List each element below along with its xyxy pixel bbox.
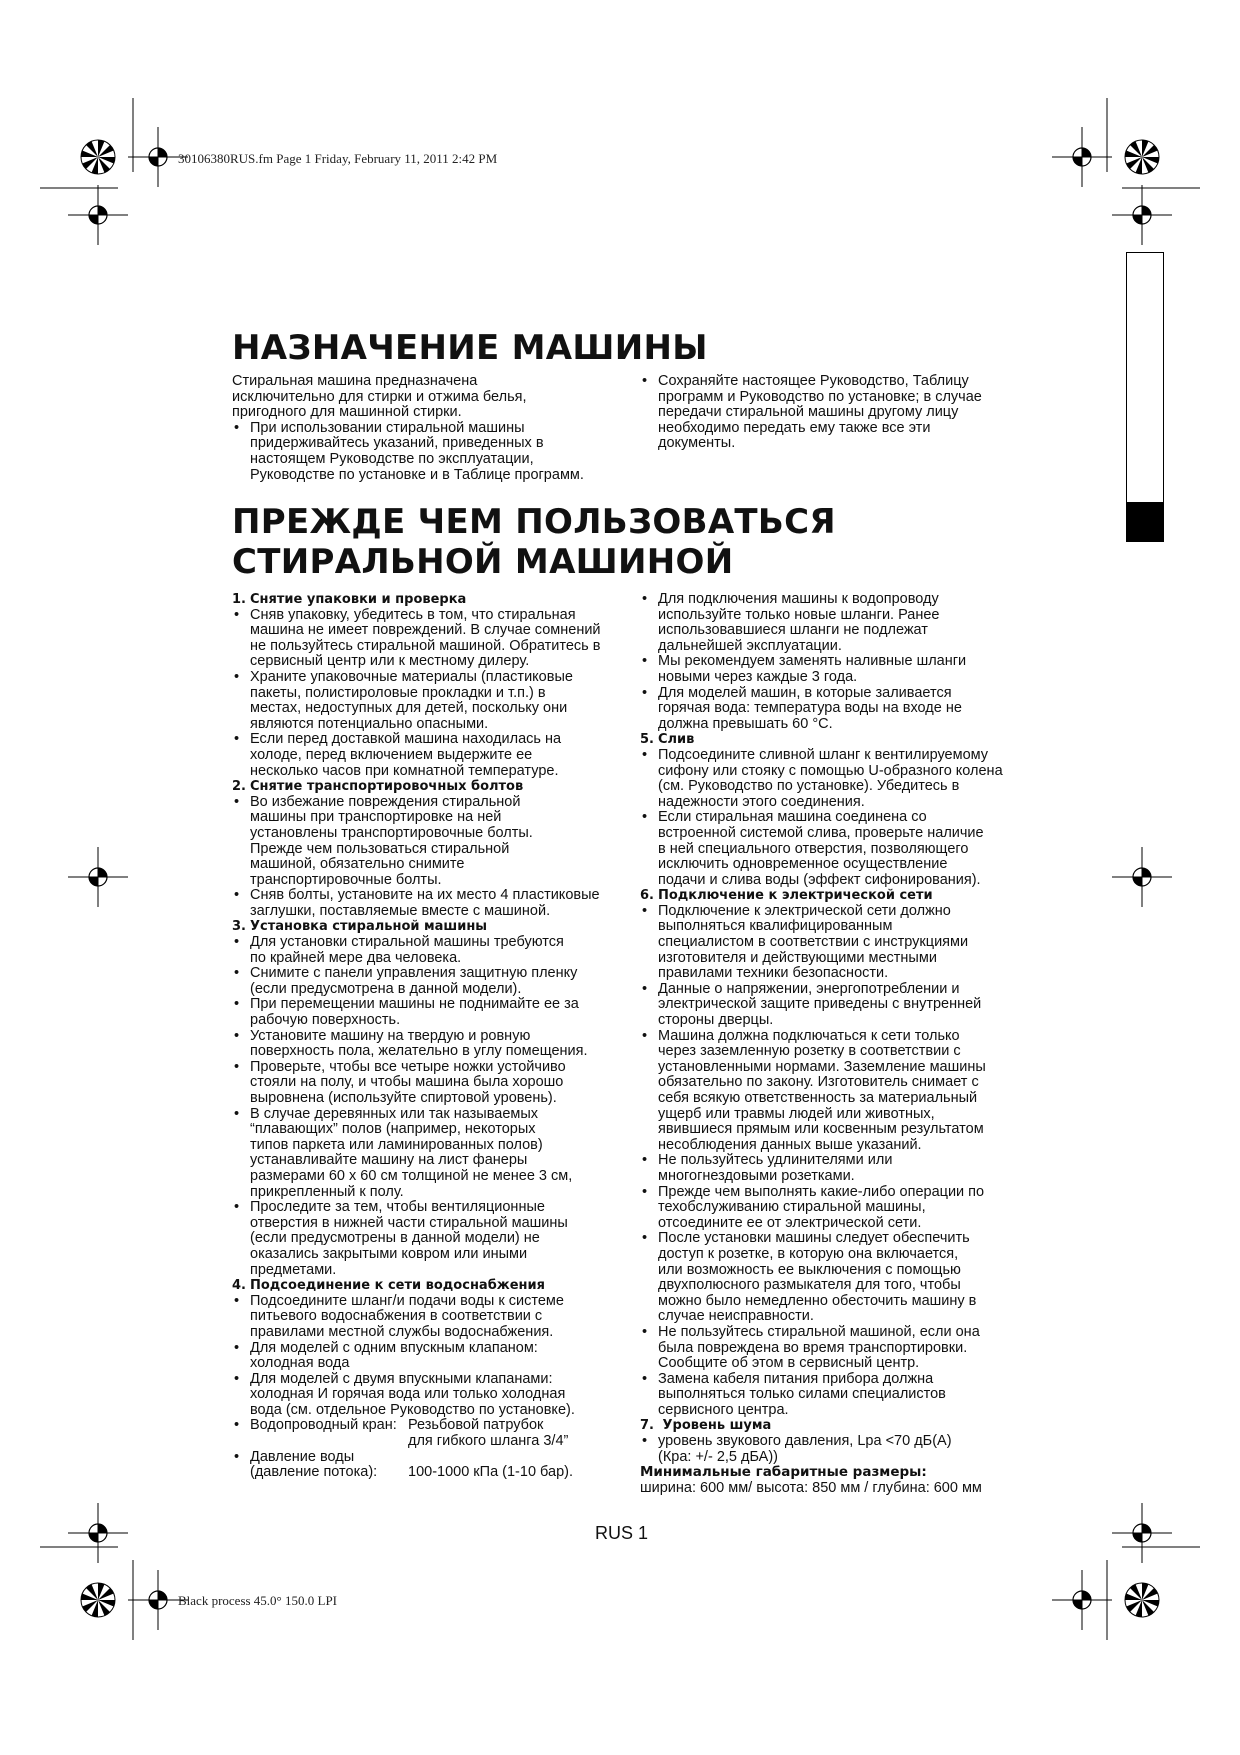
- section-5-title: 5. Слив: [640, 732, 695, 748]
- print-process-info: Black process 45.0° 150.0 LPI: [178, 1593, 338, 1608]
- section-1-title: 1. Снятие упаковки и проверка: [232, 592, 467, 607]
- list-item: • Прежде чем выполнять какие-либо операции по техобслуживанию стиральной машины, отсоедините ее от электрической сети.: [640, 1185, 1032, 1232]
- list-item: • Подключение к электрической сети должно выполняться квалифицированным специалистом в соответствии с инструкциями изготовителя и действующими местными правилами техники безопасности.: [640, 904, 1032, 982]
- section-7-title: 7. Уровень шума: [640, 1418, 772, 1434]
- list-item: • Проследите за тем, чтобы вентиляционные отверстия в нижней части стиральной машины (если предусмотрены в данной модели) не оказались закрытыми ковром или иными предметами.: [232, 1200, 614, 1278]
- list-item: • Снимите с панели управления защитную пленку (если предусмотрена в данной модели).: [232, 966, 614, 997]
- list-item: • При перемещении машины не поднимайте ее за рабочую поверхность.: [232, 997, 614, 1028]
- main-left-column: [232, 592, 614, 1481]
- purpose-left-column: [232, 374, 612, 483]
- section-purpose-title: НАЗНАЧЕНИЕ МАШИНЫ: [232, 328, 708, 368]
- list-item: • Если стиральная машина соединена со встроенной системой слива, проверьте наличие в ней специального отверстия, позволяющего исключить одновременное осуществление подачи и слива воды (эффект сифонирования).: [640, 810, 1032, 888]
- list-item: • При использовании стиральной машины придерживайтесь указаний, приведенных в настоящем Руководстве по эксплуатации, Руководстве по установке и в Таблице программ.: [232, 421, 612, 483]
- main-right-column: [640, 592, 1032, 1496]
- purpose-intro: Стиральная машина предназначена исключительно для стирки и отжима белья, пригодного для машинной стирки.: [232, 373, 527, 421]
- dimensions-title: Минимальные габаритные размеры:: [640, 1464, 927, 1481]
- section-6-title: 6. Подключение к электрической сети: [640, 888, 933, 904]
- section-4-title: 4. Подсоединение к сети водоснабжения: [232, 1278, 545, 1294]
- list-item: • Мы рекомендуем заменять наливные шланги новыми через каждые 3 года.: [640, 654, 1032, 685]
- list-item: • Храните упаковочные материалы (пластиковые пакеты, полистироловые прокладки и т.п.) в местах, недоступных для детей, поскольку они являются потенциально опасными.: [232, 670, 614, 732]
- list-item: • Не пользуйтесь стиральной машиной, если она была повреждена во время транспортировки. Сообщите об этом в сервисный центр.: [640, 1325, 1032, 1372]
- list-item: • Сохраняйте настоящее Руководство, Таблицу программ и Руководство по установке; в случае передачи стиральной машины другому лицу необходимо передать ему также все эти документы.: [640, 374, 1040, 452]
- list-item: • Если перед доставкой машина находилась на холоде, перед включением выдержите ее несколько часов при комнатной температуре.: [232, 732, 614, 779]
- list-item: • Сняв упаковку, убедитесь в том, что стиральная машина не имеет повреждений. В случае сомнений не пользуйтесь стиральной машиной. Обратитесь в сервисный центр или к местному дилеру.: [232, 608, 614, 670]
- print-file-info: 30106380RUS.fm Page 1 Friday, February 11, 2011 2:42 PM: [178, 151, 498, 166]
- list-item: • Для моделей машин, в которые заливается горячая вода: температура воды на входе не должна превышать 60 °С.: [640, 686, 1032, 733]
- section-before-use-title: ПРЕЖДЕ ЧЕМ ПОЛЬЗОВАТЬСЯ СТИРАЛЬНОЙ МАШИНОЙ: [232, 502, 836, 582]
- list-item: • После установки машины следует обеспечить доступ к розетке, в которую она включается, или возможность ее выключения с помощью двухполюсного размыкателя для того, чтобы можно было немедленно обесточить машину в случае неисправности.: [640, 1231, 1032, 1325]
- purpose-right-column: [640, 374, 1040, 452]
- dimensions-text: ширина: 600 мм/ высота: 850 мм / глубина: 600 мм: [640, 1479, 982, 1496]
- section-3-title: 3. Установка стиральной машины: [232, 919, 488, 935]
- list-item: • Для подключения машины к водопроводу используйте только новые шланги. Ранее использовавшиеся шланги не подлежат дальнейшей эксплуатации.: [640, 592, 1032, 654]
- list-item: • Не пользуйтесь удлинителями или многогнездовыми розетками.: [640, 1153, 1032, 1184]
- section-2-title: 2. Снятие транспортировочных болтов: [232, 779, 524, 795]
- list-item: • уровень звукового давления, Lpa <70 дБ(А) (Кра: +/- 2,5 дБА)): [640, 1434, 1032, 1465]
- list-item: • Для установки стиральной машины требуются по крайней мере два человека.: [232, 935, 614, 966]
- list-item: • Данные о напряжении, энергопотреблении и электрической защите приведены с внутренней стороны дверцы.: [640, 982, 1032, 1029]
- spec-water-tap: • Водопроводный кран: Резьбовой патрубок для гибкого шланга 3/4”: [232, 1418, 614, 1449]
- list-item: • Подсоедините сливной шланг к вентилируемому сифону или стояку с помощью U-образного колена (см. Руководство по установке). Убедитесь в надежности этого соединения.: [640, 748, 1032, 810]
- list-item: • Замена кабеля питания прибора должна выполняться только силами специалистов сервисного центра.: [640, 1372, 1032, 1419]
- list-item: • Машина должна подключаться к сети только через заземленную розетку в соответствии с установленными нормами. Заземление машины обязательно по закону. Изготовитель снимает с себя всякую ответственность за материальный ущерб или травмы людей или животных, явившиеся прямым или косвенным результатом несоблюдения данных выше указаний.: [640, 1029, 1032, 1154]
- page-number: RUS 1: [595, 1523, 649, 1543]
- list-item: • Для моделей с двумя впускными клапанами: холодная И горячая вода или только холодная вода (см. отдельное Руководство по установке).: [232, 1372, 614, 1419]
- spec-water-pressure: • Давление воды (давление потока): 100-1000 кПа (1-10 бар).: [232, 1450, 614, 1481]
- side-thumb-tab: [1126, 252, 1164, 542]
- list-item: • Установите машину на твердую и ровную поверхность пола, желательно в углу помещения.: [232, 1029, 614, 1060]
- list-item: • Сняв болты, установите на их место 4 пластиковые заглушки, поставляемые вместе с машиной.: [232, 888, 614, 919]
- list-item: • Во избежание повреждения стиральной машины при транспортировке на ней установлены транспортировочные болты. Прежде чем пользоваться стиральной машиной, обязательно снимите транспортировочные болты.: [232, 795, 614, 889]
- list-item: • Подсоедините шланг/и подачи воды к системе питьевого водоснабжения в соответствии с правилами местной службы водоснабжения.: [232, 1294, 614, 1341]
- side-thumb-tab-marker: [1126, 502, 1164, 542]
- list-item: • Проверьте, чтобы все четыре ножки устойчиво стояли на полу, и чтобы машина была хорошо выровнена (используйте спиртовой уровень).: [232, 1060, 614, 1107]
- list-item: • В случае деревянных или так называемых “плавающих” полов (например, некоторых типов паркета или ламинированных полов) устанавливайте машину на лист фанеры размерами 60 x 60 см толщиной не менее 3 см, прикрепленный к полу.: [232, 1107, 614, 1201]
- list-item: • Для моделей с одним впускным клапаном: холодная вода: [232, 1341, 614, 1372]
